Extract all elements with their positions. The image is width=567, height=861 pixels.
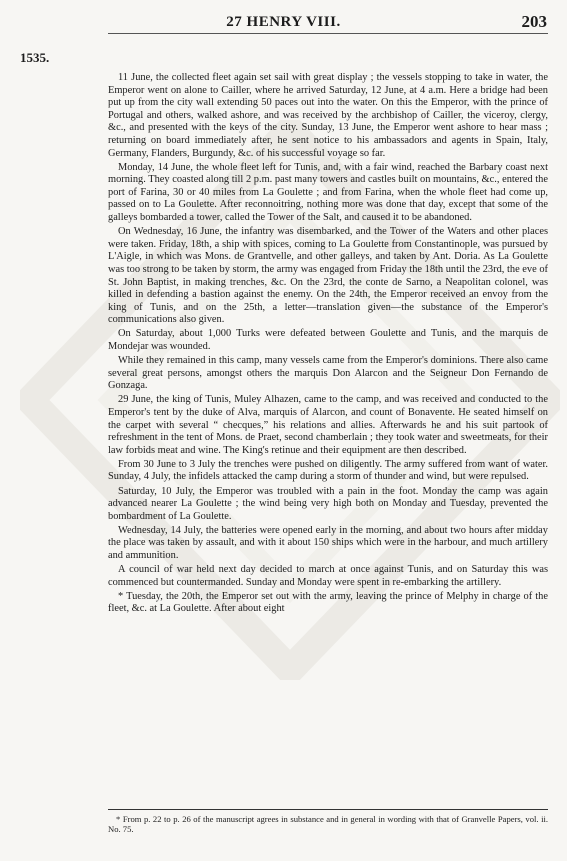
paragraph: * Tuesday, the 20th, the Emperor set out with the army, leaving the prince of Melphy in charge of the fleet, &c. at La Goulette. After about eight [108, 590, 548, 615]
footnote: * From p. 22 to p. 26 of the manuscript agrees in substance and in general in wording with that of Granvelle Papers, vol. ii. No. 75. [108, 814, 548, 835]
footnote-rule [108, 809, 548, 810]
paragraph: While they remained in this camp, many vessels came from the Emperor's dominions. There also came several great persons, amongst others the marquis Don Alarcon and the Seigneur Don Fernando de Gonzaga. [108, 355, 548, 392]
running-title: 27 HENRY VIII. [226, 14, 341, 30]
body-text [108, 72, 548, 617]
paragraph: Wednesday, 14 July, the batteries were opened early in the morning, and about two hours after midday the place was taken by assault, and with it about 150 ships which were in the harbour, and much artillery and ammunition. [108, 524, 548, 561]
paragraph: Monday, 14 June, the whole fleet left for Tunis, and, with a fair wind, reached the Barbary coast next morning. They coasted along till 2 p.m. past many towers and castles built on mountains, &c., entered the port of Farina, 30 or 40 miles from La Goulette ; and from Farina, when the whole fleet had come up, passed on to La Goulette. After reconnoitring, nothing more was done that day, except that some of the galleys bombarded a tower, called the Tower of the Salt, and caused it to be abandoned. [108, 161, 548, 224]
paragraph: On Wednesday, 16 June, the infantry was disembarked, and the Tower of the Waters and other places were taken. Friday, 18th, a ship with spices, coming to La Goulette from Constantinople, was pursued by L'Aigle, in which was Mons. de Grantvelle, and other galleys, and taken by Ant. Doria. As La Goulette was too strong to be taken by storm, the army was engaged from Friday the 18th until the 23rd, the eve of St. John Baptist, in making trenches, &c. On the 23rd, the conte de Sarno, a Neapolitan colonel, was killed in defending a bastion against the enemy. On the 24th, the Emperor received an envoy from the king of Tunis, and on the 25th, a letter—translation given—the substance of the Emperor's communications also given. [108, 226, 548, 326]
paragraph: 11 June, the collected fleet again set sail with great display ; the vessels stopping to take in water, the Emperor went on alone to Cailler, where he arrived Saturday, 12 June, at 4 a.m. Here a bridge had been put up from the city wall extending 50 paces out into the water. On this the Emperor, with the prince of Portugal and others, walked ashore, and was received by the archbishop of Cailler, the viceroy, clergy, &c., and presented with the keys of the city. Sunday, 13 June, the Emperor went ashore to hear mass ; returning on board immediately after, he sent notice to his ambassadors and agents in Spain, Italy, Germany, Flanders, Burgundy, &c. of his successful voyage so far. [108, 72, 548, 159]
page-number: 203 [521, 12, 547, 31]
paragraph: 29 June, the king of Tunis, Muley Alhazen, came to the camp, and was received and conducted to the Emperor's tent by the duke of Alva, marquis of Alarcon, and count of Bonavente. He seated himself on the carpet with several “ checques,” his relations and allies. Afterwards he and his suit partook of refreshment in the tent of Mons. de Praet, second chamberlain ; they took water and sweetmeats, for their law forbids meat and wine. The King's retinue and their equipment are then described. [108, 394, 548, 456]
paragraph: Saturday, 10 July, the Emperor was troubled with a pain in the foot. Monday the camp was again advanced nearer La Goulette ; the wind being very high both on Monday and Tuesday, prevented the bombardment of La Goulette. [108, 485, 548, 522]
paragraph: On Saturday, about 1,000 Turks were defeated between Goulette and Tunis, and the marquis de Mondejar was wounded. [108, 328, 548, 352]
paragraph: A council of war held next day decided to march at once against Tunis, and on Saturday this was commenced but countermanded. Sunday and Monday were spent in re-embarking the artillery. [108, 564, 548, 588]
margin-year: 1535. [20, 50, 50, 65]
paragraph: From 30 June to 3 July the trenches were pushed on diligently. The army suffered from want of water. Sunday, 4 July, the infidels attacked the camp during a storm of thunder and wind, but were repulsed. [108, 458, 548, 483]
header-rule [108, 33, 548, 34]
